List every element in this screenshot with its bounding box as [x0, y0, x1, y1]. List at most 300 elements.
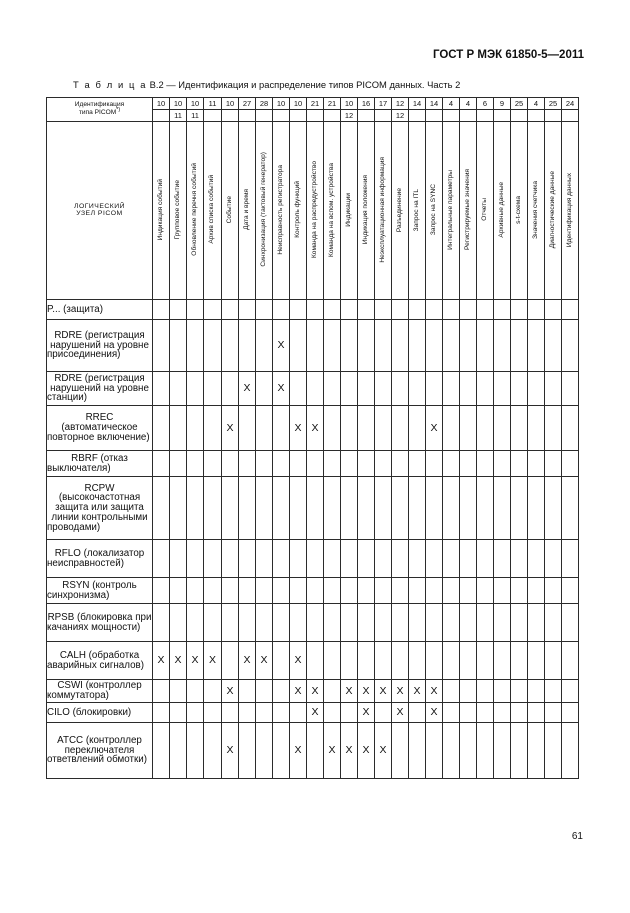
mark-cell — [153, 477, 170, 540]
col-code: 16 — [358, 98, 375, 110]
mark-cell — [239, 723, 256, 779]
mark-cell — [443, 680, 460, 703]
mark-cell — [409, 477, 426, 540]
mark-cell — [511, 680, 528, 703]
mark-cell — [341, 604, 358, 642]
mark-cell — [375, 578, 392, 604]
table-row — [47, 372, 579, 406]
mark-cell — [204, 406, 222, 451]
col-name: s-t-схема — [514, 195, 522, 224]
mark-cell — [528, 406, 545, 451]
logical-node-name: CSWI (контроллер коммутатора) — [47, 680, 153, 703]
mark-cell: X — [256, 642, 273, 680]
mark-cell — [494, 372, 511, 406]
mark-cell — [324, 604, 341, 642]
mark-cell: X — [239, 372, 256, 406]
mark-cell — [358, 578, 375, 604]
table-row — [47, 703, 579, 723]
mark-cell — [511, 642, 528, 680]
mark-cell — [153, 578, 170, 604]
col-subcode: 12 — [392, 110, 409, 122]
col-code: 25 — [545, 98, 562, 110]
mark-cell — [273, 406, 290, 451]
col-name: Групповое событие — [173, 180, 181, 240]
mark-cell: X — [222, 680, 239, 703]
col-name-cell — [170, 122, 187, 300]
mark-cell — [341, 406, 358, 451]
col-code: 14 — [409, 98, 426, 110]
col-name: Архив списка событий — [208, 175, 216, 245]
mark-cell — [375, 406, 392, 451]
col-name: Разъединение — [395, 187, 403, 232]
col-subcode — [460, 110, 477, 122]
col-name: Запрос на ITL — [412, 188, 420, 231]
mark-cell — [187, 578, 204, 604]
mark-cell — [460, 372, 477, 406]
mark-cell — [409, 578, 426, 604]
mark-cell — [511, 372, 528, 406]
mark-cell — [307, 477, 324, 540]
mark-cell — [256, 300, 273, 320]
col-subcode — [204, 110, 222, 122]
mark-cell — [562, 451, 579, 477]
mark-cell: X — [170, 642, 187, 680]
mark-cell: X — [222, 406, 239, 451]
mark-cell — [528, 372, 545, 406]
mark-cell — [562, 703, 579, 723]
mark-cell — [153, 406, 170, 451]
mark-cell — [392, 372, 409, 406]
col-code: 12 — [392, 98, 409, 110]
table-row — [47, 604, 579, 642]
mark-cell — [545, 406, 562, 451]
col-code: 10 — [273, 98, 290, 110]
mark-cell — [511, 723, 528, 779]
mark-cell — [222, 703, 239, 723]
col-subcode — [443, 110, 460, 122]
mark-cell — [511, 451, 528, 477]
mark-cell — [204, 300, 222, 320]
mark-cell — [511, 578, 528, 604]
col-code: 27 — [239, 98, 256, 110]
table-row — [47, 406, 579, 451]
mark-cell — [562, 406, 579, 451]
mark-cell — [562, 372, 579, 406]
col-code: 10 — [290, 98, 307, 110]
mark-cell — [477, 703, 494, 723]
mark-cell — [222, 372, 239, 406]
mark-cell — [443, 320, 460, 372]
mark-cell — [409, 451, 426, 477]
col-subcode — [545, 110, 562, 122]
mark-cell — [239, 451, 256, 477]
mark-cell — [460, 477, 477, 540]
mark-cell — [341, 320, 358, 372]
mark-cell — [494, 723, 511, 779]
mark-cell — [239, 703, 256, 723]
mark-cell — [256, 578, 273, 604]
mark-cell — [324, 540, 341, 578]
mark-cell — [375, 642, 392, 680]
mark-cell — [222, 578, 239, 604]
mark-cell — [187, 372, 204, 406]
mark-cell: X — [358, 723, 375, 779]
mark-cell — [187, 477, 204, 540]
mark-cell — [443, 477, 460, 540]
mark-cell — [392, 300, 409, 320]
mark-cell — [324, 320, 341, 372]
mark-cell — [204, 680, 222, 703]
col-code: 21 — [307, 98, 324, 110]
mark-cell — [256, 477, 273, 540]
mark-cell — [426, 540, 443, 578]
mark-cell — [170, 604, 187, 642]
mark-cell — [545, 372, 562, 406]
col-name: Значения счетчика — [531, 180, 539, 239]
ident-header — [47, 98, 153, 122]
col-subcode — [256, 110, 273, 122]
mark-cell: X — [222, 723, 239, 779]
mark-cell — [477, 372, 494, 406]
mark-cell — [307, 642, 324, 680]
logical-node-name: RFLO (локализатор неисправностей) — [47, 540, 153, 578]
mark-cell — [341, 451, 358, 477]
mark-cell — [511, 703, 528, 723]
mark-cell — [273, 703, 290, 723]
mark-cell — [528, 451, 545, 477]
col-name: Архивные данные — [497, 181, 505, 238]
mark-cell — [341, 642, 358, 680]
mark-cell — [358, 604, 375, 642]
mark-cell — [443, 300, 460, 320]
col-subcode — [426, 110, 443, 122]
mark-cell — [477, 320, 494, 372]
mark-cell — [545, 680, 562, 703]
col-code: 17 — [375, 98, 392, 110]
mark-cell — [256, 703, 273, 723]
mark-cell — [375, 320, 392, 372]
col-name-cell — [375, 122, 392, 300]
col-code: 10 — [341, 98, 358, 110]
mark-cell — [222, 451, 239, 477]
mark-cell — [375, 372, 392, 406]
table-row — [47, 578, 579, 604]
mark-cell — [187, 723, 204, 779]
col-name-cell — [324, 122, 341, 300]
mark-cell — [545, 642, 562, 680]
col-name: Интегральные параметры — [446, 169, 454, 250]
mark-cell — [494, 604, 511, 642]
mark-cell — [358, 642, 375, 680]
mark-cell — [460, 680, 477, 703]
col-name-cell — [153, 122, 170, 300]
mark-cell — [341, 703, 358, 723]
mark-cell — [153, 604, 170, 642]
col-name-cell — [511, 122, 528, 300]
col-name: Синхронизация (тактовый генератор) — [259, 152, 267, 268]
col-name-cell — [307, 122, 324, 300]
mark-cell — [256, 320, 273, 372]
col-name-cell — [426, 122, 443, 300]
mark-cell: X — [307, 703, 324, 723]
mark-cell — [477, 578, 494, 604]
mark-cell — [324, 642, 341, 680]
col-subcode — [239, 110, 256, 122]
mark-cell — [307, 578, 324, 604]
page-number: 61 — [571, 831, 583, 842]
mark-cell — [409, 604, 426, 642]
mark-cell — [375, 540, 392, 578]
mark-cell — [392, 604, 409, 642]
mark-cell — [324, 680, 341, 703]
mark-cell — [375, 604, 392, 642]
mark-cell — [324, 406, 341, 451]
col-name-cell — [187, 122, 204, 300]
mark-cell — [426, 300, 443, 320]
mark-cell — [187, 540, 204, 578]
mark-cell: X — [290, 680, 307, 703]
mark-cell — [239, 540, 256, 578]
caption-label: Т а б л и ц а — [73, 79, 148, 90]
mark-cell — [528, 703, 545, 723]
col-code: 10 — [170, 98, 187, 110]
col-subcode: 11 — [170, 110, 187, 122]
mark-cell — [545, 578, 562, 604]
mark-cell — [460, 578, 477, 604]
logical-node-name: P... (защита) — [47, 300, 153, 320]
picom-table — [46, 97, 579, 779]
caption-text: В.2 — Идентификация и распределение типов PICOM данных. Часть 2 — [147, 79, 461, 90]
mark-cell — [460, 642, 477, 680]
mark-cell: X — [324, 723, 341, 779]
mark-cell — [358, 406, 375, 451]
logical-node-header — [47, 122, 153, 300]
col-name: Неэксплуатационная информация — [378, 156, 386, 263]
mark-cell — [392, 723, 409, 779]
col-code: 10 — [187, 98, 204, 110]
mark-cell — [256, 723, 273, 779]
col-subcode — [324, 110, 341, 122]
mark-cell — [239, 604, 256, 642]
mark-cell — [409, 642, 426, 680]
mark-cell — [409, 703, 426, 723]
col-name: Событие — [225, 196, 233, 224]
mark-cell — [341, 540, 358, 578]
col-name-cell — [222, 122, 239, 300]
mark-cell — [562, 540, 579, 578]
col-code: 14 — [426, 98, 443, 110]
mark-cell — [273, 604, 290, 642]
col-name-cell — [358, 122, 375, 300]
mark-cell — [187, 320, 204, 372]
table-row — [47, 642, 579, 680]
mark-cell — [511, 540, 528, 578]
mark-cell — [153, 680, 170, 703]
col-name: Дата и время — [242, 189, 250, 231]
mark-cell — [204, 723, 222, 779]
mark-cell — [494, 703, 511, 723]
mark-cell — [409, 540, 426, 578]
col-code: 25 — [511, 98, 528, 110]
mark-cell — [324, 477, 341, 540]
mark-cell — [170, 372, 187, 406]
mark-cell — [273, 477, 290, 540]
col-name: Индикация событий — [156, 179, 164, 241]
mark-cell — [392, 578, 409, 604]
mark-cell: X — [273, 320, 290, 372]
mark-cell — [477, 451, 494, 477]
mark-cell — [170, 320, 187, 372]
col-name-cell — [443, 122, 460, 300]
mark-cell — [273, 451, 290, 477]
col-name: Контроль функций — [293, 181, 301, 239]
mark-cell — [290, 703, 307, 723]
mark-cell — [256, 680, 273, 703]
mark-cell — [324, 451, 341, 477]
mark-cell — [170, 477, 187, 540]
mark-cell — [187, 680, 204, 703]
mark-cell — [204, 540, 222, 578]
mark-cell: X — [375, 723, 392, 779]
mark-cell — [170, 723, 187, 779]
mark-cell — [170, 540, 187, 578]
col-subcode — [477, 110, 494, 122]
mark-cell — [477, 406, 494, 451]
mark-cell — [256, 604, 273, 642]
mark-cell — [222, 300, 239, 320]
mark-cell — [290, 604, 307, 642]
mark-cell — [562, 723, 579, 779]
col-subcode: 11 — [187, 110, 204, 122]
mark-cell — [239, 578, 256, 604]
mark-cell — [375, 477, 392, 540]
col-name: Запрос на SYNC — [429, 184, 437, 236]
mark-cell: X — [239, 642, 256, 680]
mark-cell — [426, 723, 443, 779]
mark-cell: X — [426, 680, 443, 703]
mark-cell — [307, 320, 324, 372]
mark-cell — [443, 703, 460, 723]
mark-cell — [341, 372, 358, 406]
mark-cell — [307, 723, 324, 779]
mark-cell — [443, 578, 460, 604]
mark-cell — [528, 477, 545, 540]
table-caption — [73, 79, 460, 90]
mark-cell — [375, 451, 392, 477]
mark-cell — [460, 300, 477, 320]
mark-cell — [545, 540, 562, 578]
table-row — [47, 451, 579, 477]
mark-cell — [358, 300, 375, 320]
mark-cell — [324, 300, 341, 320]
mark-cell — [392, 320, 409, 372]
mark-cell — [409, 320, 426, 372]
mark-cell — [426, 320, 443, 372]
mark-cell — [409, 372, 426, 406]
logical-node-header-line2: УЗЕЛ PICOM — [76, 209, 123, 217]
mark-cell — [562, 680, 579, 703]
col-code: 4 — [528, 98, 545, 110]
mark-cell — [358, 540, 375, 578]
col-name-cell — [409, 122, 426, 300]
mark-cell — [273, 723, 290, 779]
mark-cell: X — [426, 406, 443, 451]
logical-node-name: RREC (автоматическое повторное включение) — [47, 406, 153, 451]
col-name-cell — [256, 122, 273, 300]
col-code: 11 — [204, 98, 222, 110]
mark-cell — [204, 477, 222, 540]
mark-cell — [426, 642, 443, 680]
mark-cell — [528, 642, 545, 680]
mark-cell — [562, 604, 579, 642]
mark-cell — [460, 540, 477, 578]
mark-cell — [528, 300, 545, 320]
col-subcode — [290, 110, 307, 122]
mark-cell — [375, 300, 392, 320]
col-subcode — [375, 110, 392, 122]
mark-cell — [153, 723, 170, 779]
mark-cell — [170, 703, 187, 723]
col-name-cell — [392, 122, 409, 300]
mark-cell — [494, 680, 511, 703]
mark-cell — [443, 642, 460, 680]
mark-cell — [562, 578, 579, 604]
mark-cell — [170, 451, 187, 477]
mark-cell — [460, 723, 477, 779]
col-name-cell — [528, 122, 545, 300]
mark-cell: X — [290, 642, 307, 680]
col-name-cell — [341, 122, 358, 300]
mark-cell — [341, 300, 358, 320]
mark-cell — [222, 477, 239, 540]
ident-header-line1: Идентификация — [74, 100, 125, 108]
col-name: Команда на распредустройство — [310, 161, 318, 259]
mark-cell — [494, 451, 511, 477]
col-name: Обновление перечня событий — [190, 163, 198, 257]
mark-cell: X — [341, 723, 358, 779]
mark-cell: X — [409, 680, 426, 703]
mark-cell: X — [341, 680, 358, 703]
col-name: Индикации — [344, 192, 352, 227]
col-name-cell — [545, 122, 562, 300]
col-subcode — [511, 110, 528, 122]
mark-cell — [426, 477, 443, 540]
mark-cell — [324, 372, 341, 406]
mark-cell — [511, 320, 528, 372]
mark-cell — [239, 300, 256, 320]
mark-cell — [222, 320, 239, 372]
col-code: 24 — [562, 98, 579, 110]
mark-cell — [187, 406, 204, 451]
mark-cell — [392, 406, 409, 451]
table-row — [47, 723, 579, 779]
col-subcode — [494, 110, 511, 122]
mark-cell — [153, 540, 170, 578]
logical-node-name: RPSB (блокировка при качаниях мощности) — [47, 604, 153, 642]
logical-node-name: CALH (обработка аварийных сигналов) — [47, 642, 153, 680]
mark-cell — [204, 320, 222, 372]
mark-cell — [494, 406, 511, 451]
mark-cell — [443, 372, 460, 406]
mark-cell — [494, 477, 511, 540]
col-name: Идентификация данных — [565, 172, 573, 247]
mark-cell — [545, 477, 562, 540]
mark-cell — [187, 451, 204, 477]
mark-cell — [239, 320, 256, 372]
mark-cell — [460, 703, 477, 723]
mark-cell — [273, 680, 290, 703]
mark-cell — [290, 578, 307, 604]
